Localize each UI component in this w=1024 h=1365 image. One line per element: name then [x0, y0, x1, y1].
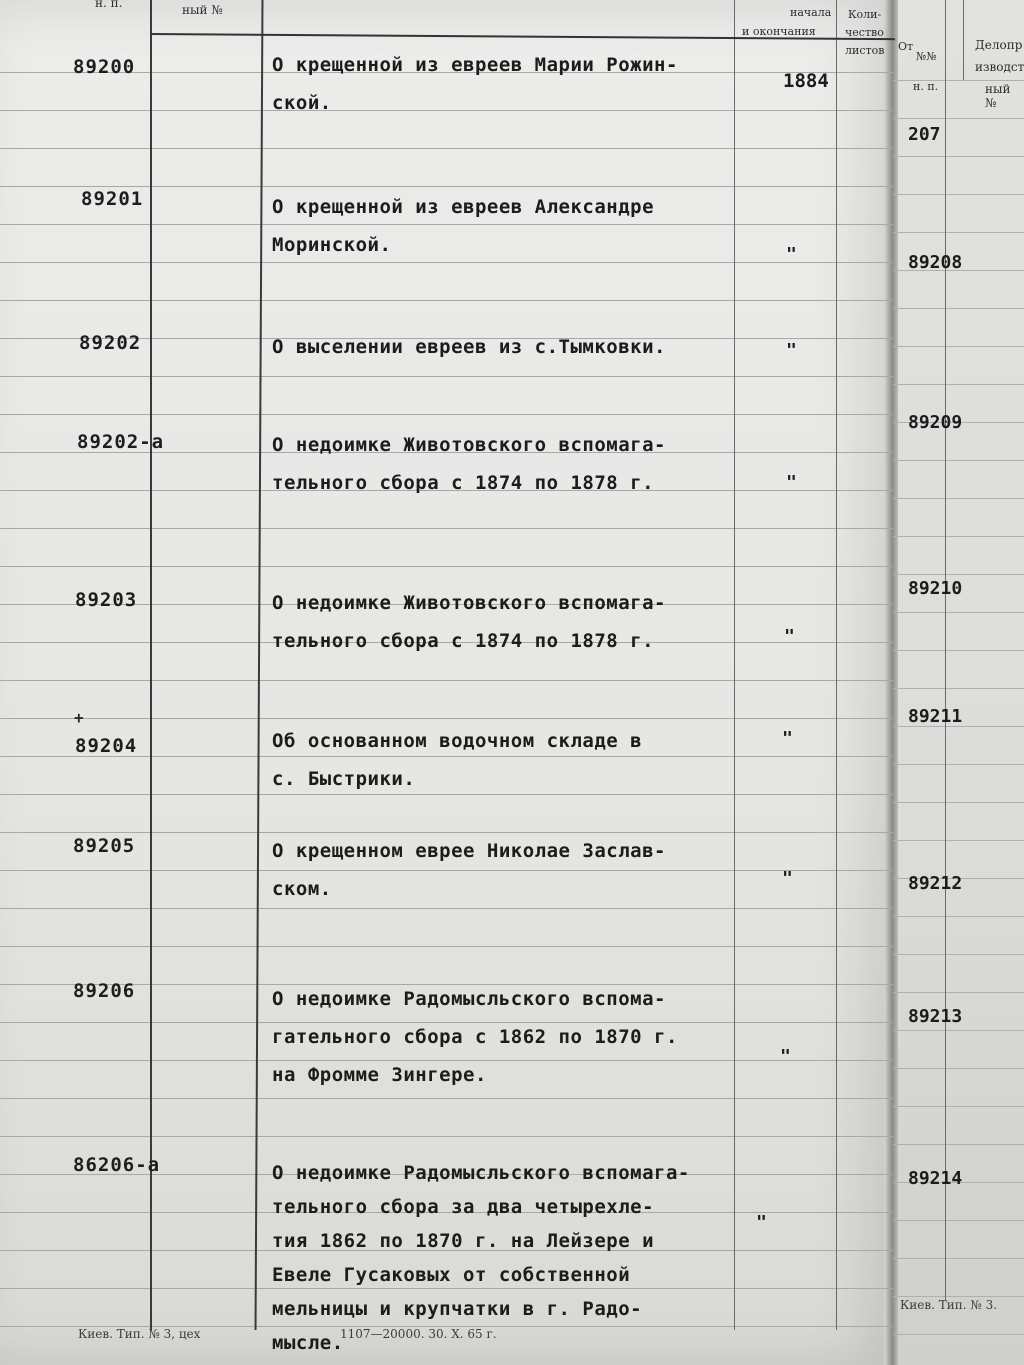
entry-date-ditto: ": [786, 340, 797, 361]
entry-description: О недоимке Животовского вспомага- тельного сбора с 1874 по 1878 г.: [272, 592, 666, 652]
header-col-sheets-3: листов: [845, 44, 885, 57]
column-divider: [963, 0, 964, 80]
ruled-line: [893, 118, 1024, 119]
ruled-line: [893, 498, 1024, 499]
header-col-delo: ный №: [182, 3, 223, 17]
entry-description: О крещенной из евреев Марии Рожин- ской.: [272, 54, 678, 114]
entry-description: Об основанном водочном складе в с. Быстрики.: [272, 730, 643, 790]
ruled-line: [893, 1258, 1024, 1259]
entry-number: 89205: [73, 835, 136, 857]
header-right-delo-2: изводст: [975, 60, 1024, 74]
facing-entry-number: 89208: [908, 252, 963, 273]
entry-date-ditto: ": [782, 868, 793, 889]
ruled-line: [893, 460, 1024, 461]
ruled-line: [893, 954, 1024, 955]
entry-date-ditto: ": [780, 1046, 791, 1067]
entry-description: О недоимке Радомысльского вспома- гательного сбора с 1862 по 1870 г. на Фромме Зингере.: [272, 988, 678, 1086]
facing-entry-number: 89209: [908, 412, 963, 433]
entry-date-ditto: ": [756, 1212, 767, 1233]
header-right-num-2: н. п.: [913, 80, 939, 93]
ruled-line: [893, 1106, 1024, 1107]
ruled-line: [893, 1220, 1024, 1221]
ruled-line: [0, 186, 893, 187]
ruled-line: [893, 308, 1024, 309]
header-right-num-1: №№: [916, 50, 937, 63]
header-col-sheets-2: чество: [845, 26, 884, 39]
ruled-line: [893, 574, 1024, 575]
ruled-line: [0, 946, 893, 947]
ruled-line: [0, 718, 893, 719]
ruled-line: [893, 1334, 1024, 1335]
entry-number: 89200: [73, 56, 136, 78]
ruled-line: [893, 840, 1024, 841]
ruled-line: [893, 1030, 1024, 1031]
entry-number: 89202-а: [77, 431, 165, 453]
ruled-line: [893, 1144, 1024, 1145]
ruled-line: [893, 916, 1024, 917]
facing-printer-imprint: Киев. Тип. № 3.: [900, 1298, 998, 1312]
facing-entry-number: 89214: [908, 1168, 963, 1189]
ruled-line: [893, 764, 1024, 765]
ruled-line: [0, 148, 893, 149]
header-right-from: От: [898, 40, 914, 53]
ruled-line: [893, 536, 1024, 537]
ruled-line: [893, 232, 1024, 233]
entry-date: 1884: [783, 70, 829, 92]
entry-number: 86206-а: [73, 1154, 161, 1176]
ruled-line: [0, 376, 893, 377]
header-right-delo-3: ный №: [985, 82, 1011, 110]
entry-number: 89204: [75, 735, 138, 757]
ruled-line: [893, 194, 1024, 195]
entry-date-ditto: ": [784, 626, 795, 647]
header-col-dates-1: начала: [790, 6, 832, 19]
column-divider: [945, 0, 946, 1300]
column-divider: [836, 0, 837, 1330]
entry-description: О недоимке Радомысльского вспомага- тельного сбора за два четырехле- тия 1862 по 1870 г. на Лейзере и Евеле Гусаковых от собственной мельницы и крупчатки в г. Радо- мысле.: [272, 1162, 690, 1354]
entry-number: 89202: [79, 332, 142, 354]
entry-number: 89201: [81, 188, 144, 210]
entry-number: 89206: [73, 980, 136, 1002]
entry-date-ditto: ": [782, 728, 793, 749]
facing-entry-number: 207: [908, 124, 941, 145]
ruled-line: [893, 612, 1024, 613]
entry-description: О недоимке Животовского вспомага- тельного сбора с 1874 по 1878 г.: [272, 434, 666, 494]
ruled-line: [0, 1098, 893, 1099]
header-right-delo-1: Делопр: [975, 38, 1023, 52]
ruled-line: [893, 802, 1024, 803]
ruled-line: [0, 414, 893, 415]
facing-entry-number: 89211: [908, 706, 963, 727]
facing-entry-number: 89212: [908, 873, 963, 894]
facing-entry-number: 89213: [908, 1006, 963, 1027]
printer-imprint-tail: 1107—20000. 30. X. 65 г.: [340, 1327, 497, 1341]
ruled-line: [893, 1068, 1024, 1069]
book-spine: [884, 0, 898, 1365]
ruled-line: [893, 1296, 1024, 1297]
ruled-line: [0, 300, 893, 301]
entry-description: О выселении евреев из с.Тымковки.: [272, 336, 666, 358]
ruled-line: [0, 908, 893, 909]
ruled-line: [893, 650, 1024, 651]
entry-description: О крещенной из евреев Александре Моринской.: [272, 196, 655, 256]
ruled-line: [893, 346, 1024, 347]
header-col-sheets-1: Коли-: [848, 8, 882, 21]
entry-description: О крещенном еврее Николае Заслав- ском.: [272, 840, 666, 900]
ruled-line: [893, 992, 1024, 993]
margin-mark: +: [74, 708, 84, 727]
ruled-line: [893, 384, 1024, 385]
column-divider: [150, 0, 152, 1330]
facing-page: [893, 0, 1024, 1365]
header-col-num: н. п.: [95, 0, 123, 10]
entry-date-ditto: ": [786, 472, 797, 493]
header-col-dates-2: и окончания: [742, 25, 816, 38]
ruled-line: [0, 1136, 893, 1137]
facing-entry-number: 89210: [908, 578, 963, 599]
ruled-line: [893, 156, 1024, 157]
ruled-line: [0, 680, 893, 681]
ruled-line: [893, 688, 1024, 689]
entry-number: 89203: [75, 589, 138, 611]
printer-imprint: Киев. Тип. № 3, цех: [78, 1327, 201, 1341]
ruled-line: [0, 528, 893, 529]
ruled-line: [0, 566, 893, 567]
entry-date-ditto: ": [786, 244, 797, 265]
